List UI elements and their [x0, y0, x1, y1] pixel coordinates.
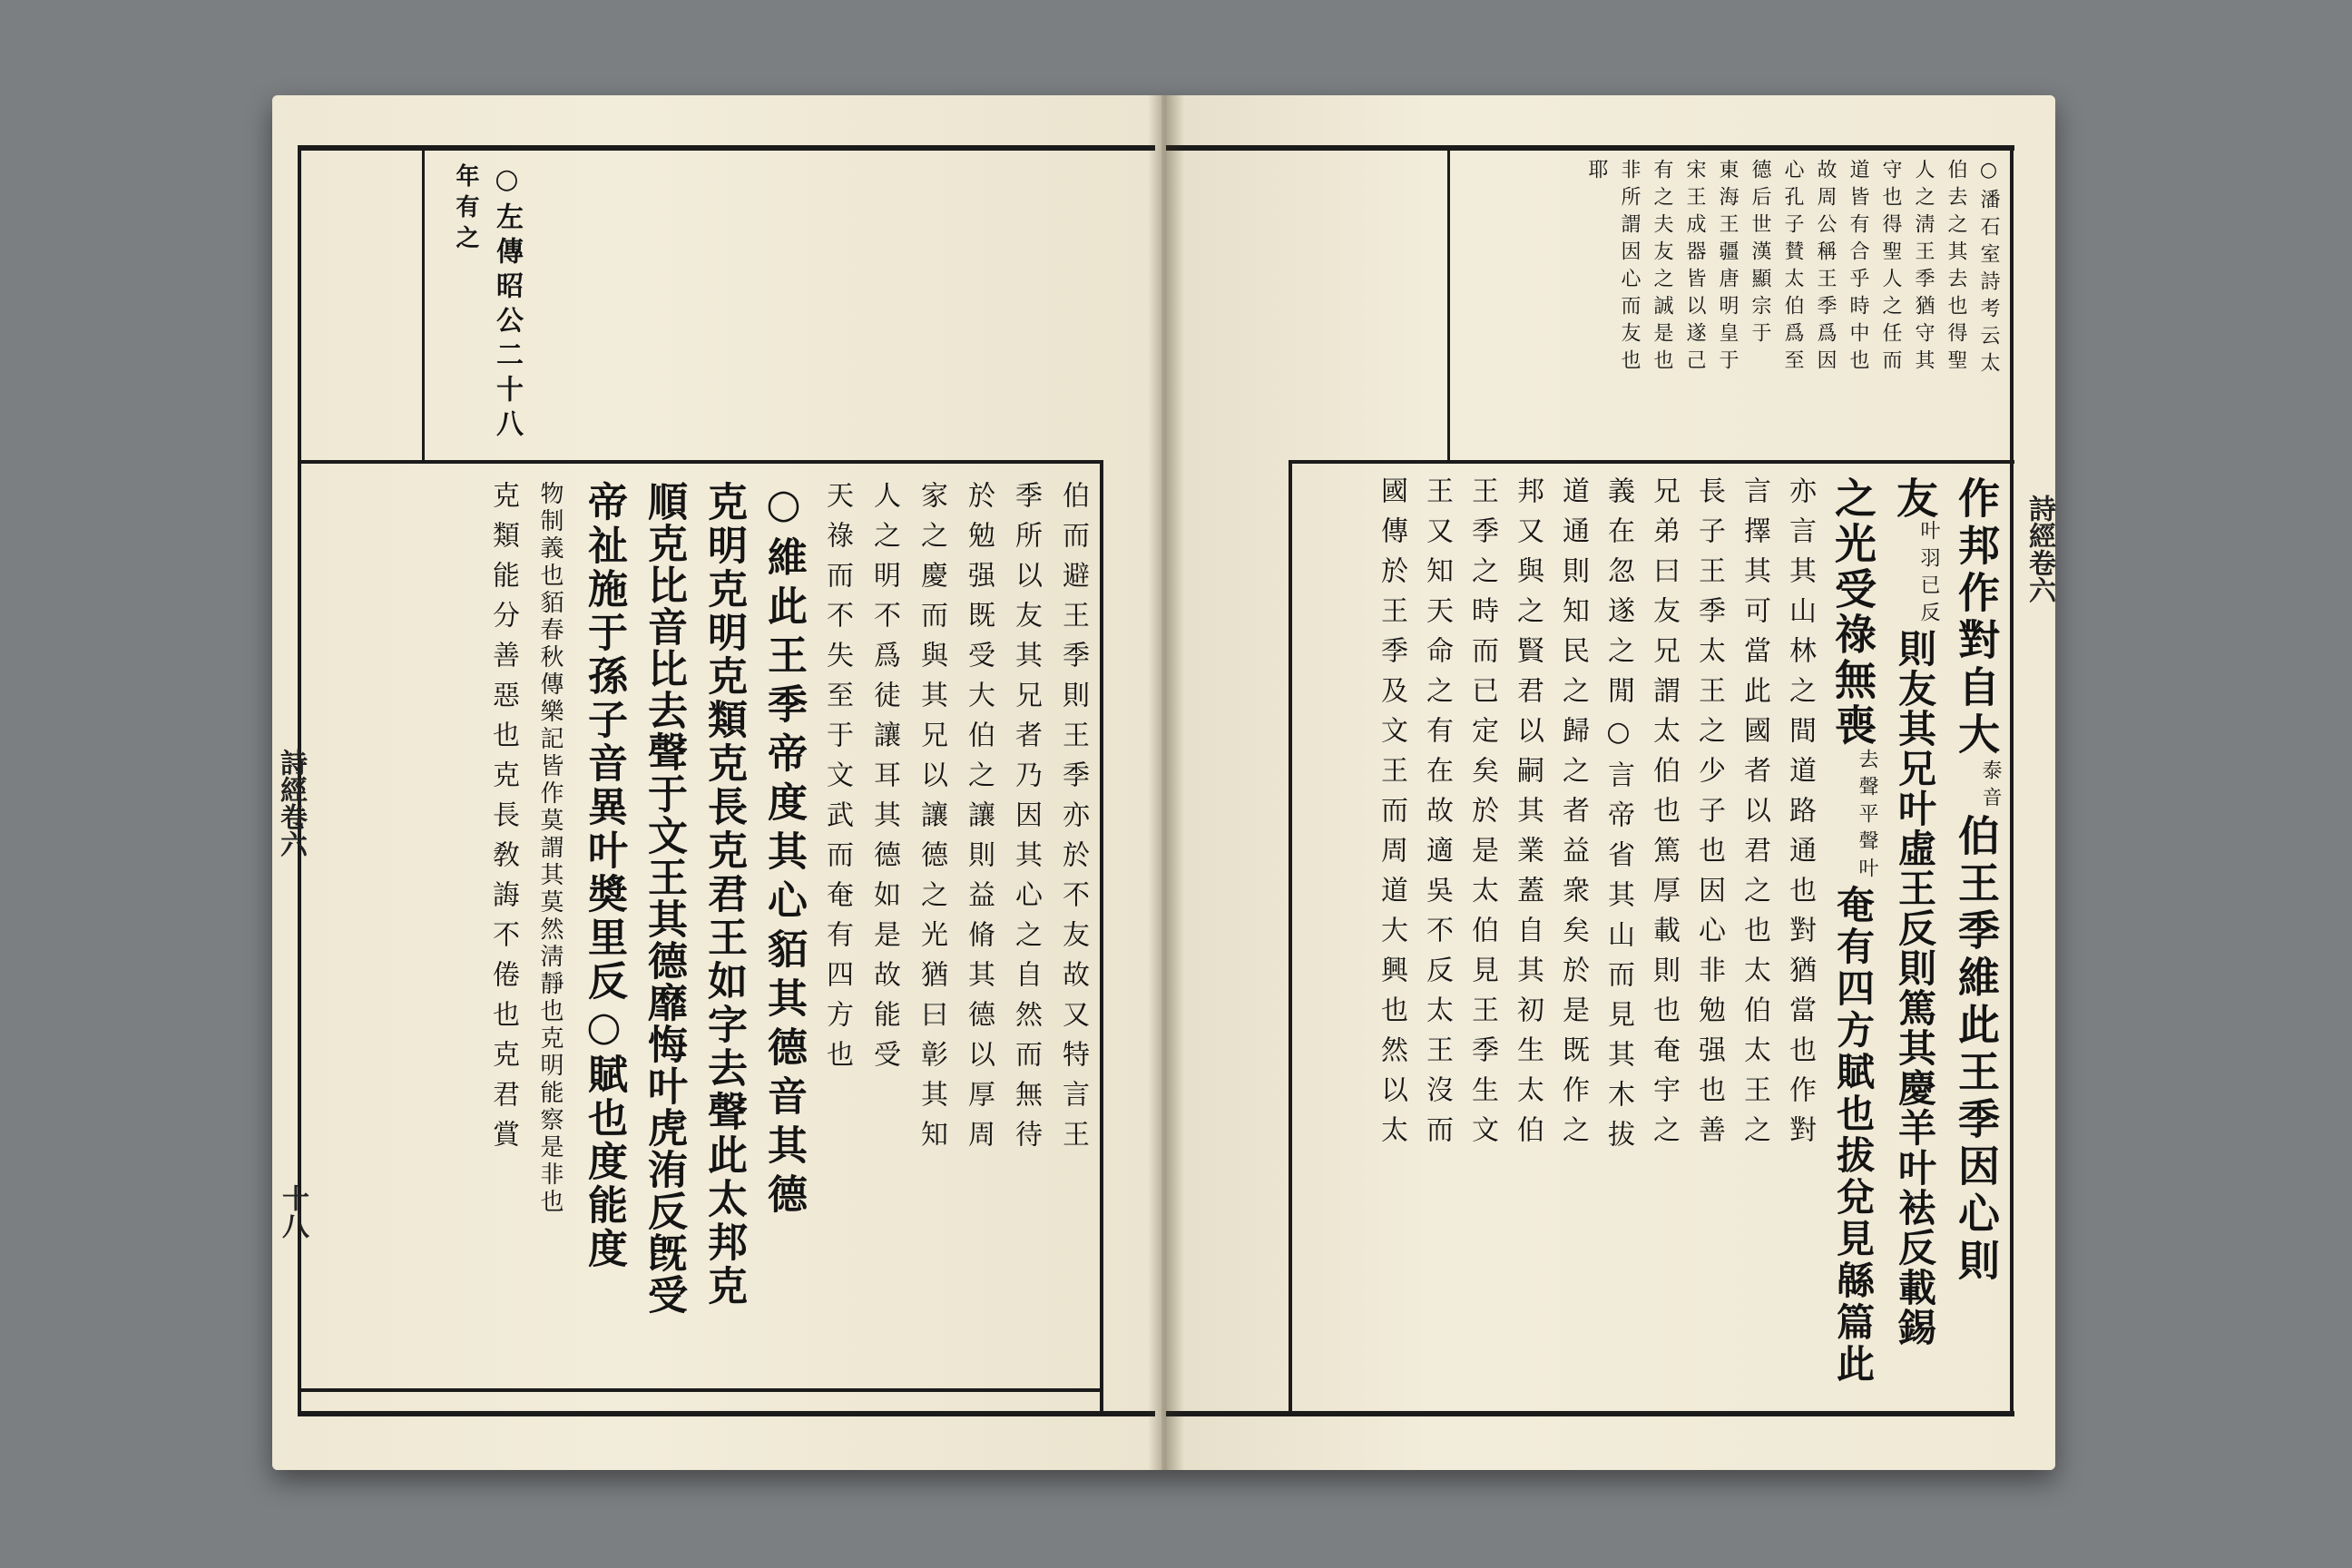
text-column: 言擇其可當此國者以君之也太伯太王之 [1739, 476, 1770, 1155]
right-main-text [1298, 476, 2005, 1393]
verse-text: 奄有四方賦也拔兌見緜篇此 [1831, 885, 1876, 1386]
commentary-col: 非所謂因心而友也 [1618, 159, 1641, 377]
text-column: 邦又與之賢君以嗣其業蓋自其初生太伯 [1512, 476, 1544, 1155]
text-column: 亦言其山林之間道路通也對猶當也作對 [1784, 476, 1816, 1155]
text-column: 克類能分善惡也克長敎誨不倦也克君賞 [487, 481, 519, 1160]
left-page [272, 95, 1161, 1470]
text-column: 家之慶而與其兄以讓德之光猶曰彰其知 [916, 481, 947, 1160]
commentary-col: 德后世漢顯宗于 [1749, 159, 1771, 349]
text-column: 道通則知民之歸之者益衆矣於是既作之 [1557, 476, 1589, 1155]
right-box-left [1289, 460, 1292, 1415]
text-column: 於勉强既受大伯之讓則益脩其德以厚周 [963, 481, 995, 1160]
commentary-col: 耶 [1585, 159, 1608, 186]
text-column: 物制義也貊春秋傳樂記皆作莫謂其莫然淸靜也克明能察是非也 [536, 481, 564, 1216]
right-top-rule [1166, 145, 2014, 151]
commentary-col: 宋王成器皆以遂己 [1683, 159, 1706, 377]
text-column: 順克比音比去聲于文王其德靡悔叶虎洧反旣受 [641, 481, 687, 1316]
commentary-col: 道皆有合乎時中也 [1847, 159, 1869, 377]
right-note-divider [1447, 145, 1450, 463]
text-column: 長子王季太王之少子也因心非勉强也善 [1693, 476, 1725, 1155]
verse-text: 友 [1890, 476, 1939, 520]
right-page [1166, 95, 2055, 1470]
text-column: 帝祉施于孫子音異叶奬里反○賦也度能度 [581, 481, 627, 1271]
right-box-top [1289, 460, 2014, 464]
text-column: 王又知天命之有在故適吳不反太王沒而 [1421, 476, 1453, 1155]
pronunciation-note: 去聲平聲叶 [1856, 749, 1878, 885]
book-gutter [1148, 95, 1184, 1470]
verse-text: 伯王季維此王季因心則 [1952, 814, 2001, 1286]
left-box-right [1100, 460, 1103, 1415]
commentary-col: 故周公稱王季爲因 [1814, 159, 1837, 377]
right-bottom-rule [1166, 1411, 2014, 1416]
commentary-col: ○潘石室詩考云太 [1977, 159, 2000, 379]
verse-text: 之光受祿無喪 [1828, 476, 1877, 749]
verse-text: 作邦作對自大 [1952, 476, 2001, 760]
text-column: 伯而避王季則王季亦於不友故又特言王 [1057, 481, 1089, 1160]
text-column: 天祿而不失至于文武而奄有四方也 [821, 481, 853, 1080]
left-box-bottom [299, 1388, 1102, 1392]
left-box-top [299, 460, 1102, 464]
open-book [272, 95, 2055, 1470]
left-note-divider [422, 145, 425, 463]
top-note-col: ○左傳昭公二十八 [491, 163, 523, 444]
text-column: 季所以友其兄者乃因其心之自然而無待 [1010, 481, 1042, 1160]
pronunciation-note: 泰音 [1979, 760, 2002, 814]
commentary-col: 伯去之其去也得聖 [1945, 159, 1967, 377]
left-main-text [313, 481, 1093, 1388]
text-column: 克明克明克類克長克君王如字去聲此太邦克 [701, 481, 747, 1308]
left-top-rule [298, 145, 1155, 151]
left-top-note [426, 163, 526, 454]
commentary-col: 東海王疆唐明皇于 [1716, 159, 1739, 377]
verse-text: 則友其兄叶虛王反則篤其慶羊叶袪反載錫 [1893, 629, 1937, 1348]
text-column: 人之明不爲徒讓耳其德如是故能受 [868, 481, 900, 1080]
right-spine-title: 詩經卷六 [2024, 495, 2055, 603]
commentary-col: 有之夫友之誠是也 [1651, 159, 1673, 377]
commentary-col: 心孔子賛太伯爲至 [1781, 159, 1804, 377]
text-column: ○維此王季帝度其心貊其德音其德 [760, 481, 807, 1222]
top-note-col: 年有之 [452, 163, 479, 256]
left-spine-title: 詩經卷六 [275, 749, 307, 858]
commentary-col: 守也得聖人之任而 [1879, 159, 1902, 377]
text-column: 兄弟曰友兄謂太伯也篤厚載則也奄宇之 [1648, 476, 1680, 1155]
main-column [1947, 476, 2005, 1393]
text-column: 王季之時而已定矣於是太伯見王季生文 [1466, 476, 1498, 1155]
commentary-col: 人之淸王季猶守其 [1912, 159, 1935, 377]
right-commentary [1455, 159, 2004, 458]
left-bottom-rule [298, 1411, 1155, 1416]
text-column: 國傳於王季及文王而周道大興也然以太 [1376, 476, 1407, 1155]
right-outer-rule [2010, 145, 2014, 1416]
left-page-number: 十八 [277, 1184, 309, 1239]
main-column [1886, 476, 1944, 1393]
pronunciation-note: 叶羽已反 [1917, 520, 1940, 629]
main-column [1824, 476, 1882, 1393]
text-column: 義在忽遂之閒○言帝省其山而見其木拔 [1602, 476, 1634, 1160]
